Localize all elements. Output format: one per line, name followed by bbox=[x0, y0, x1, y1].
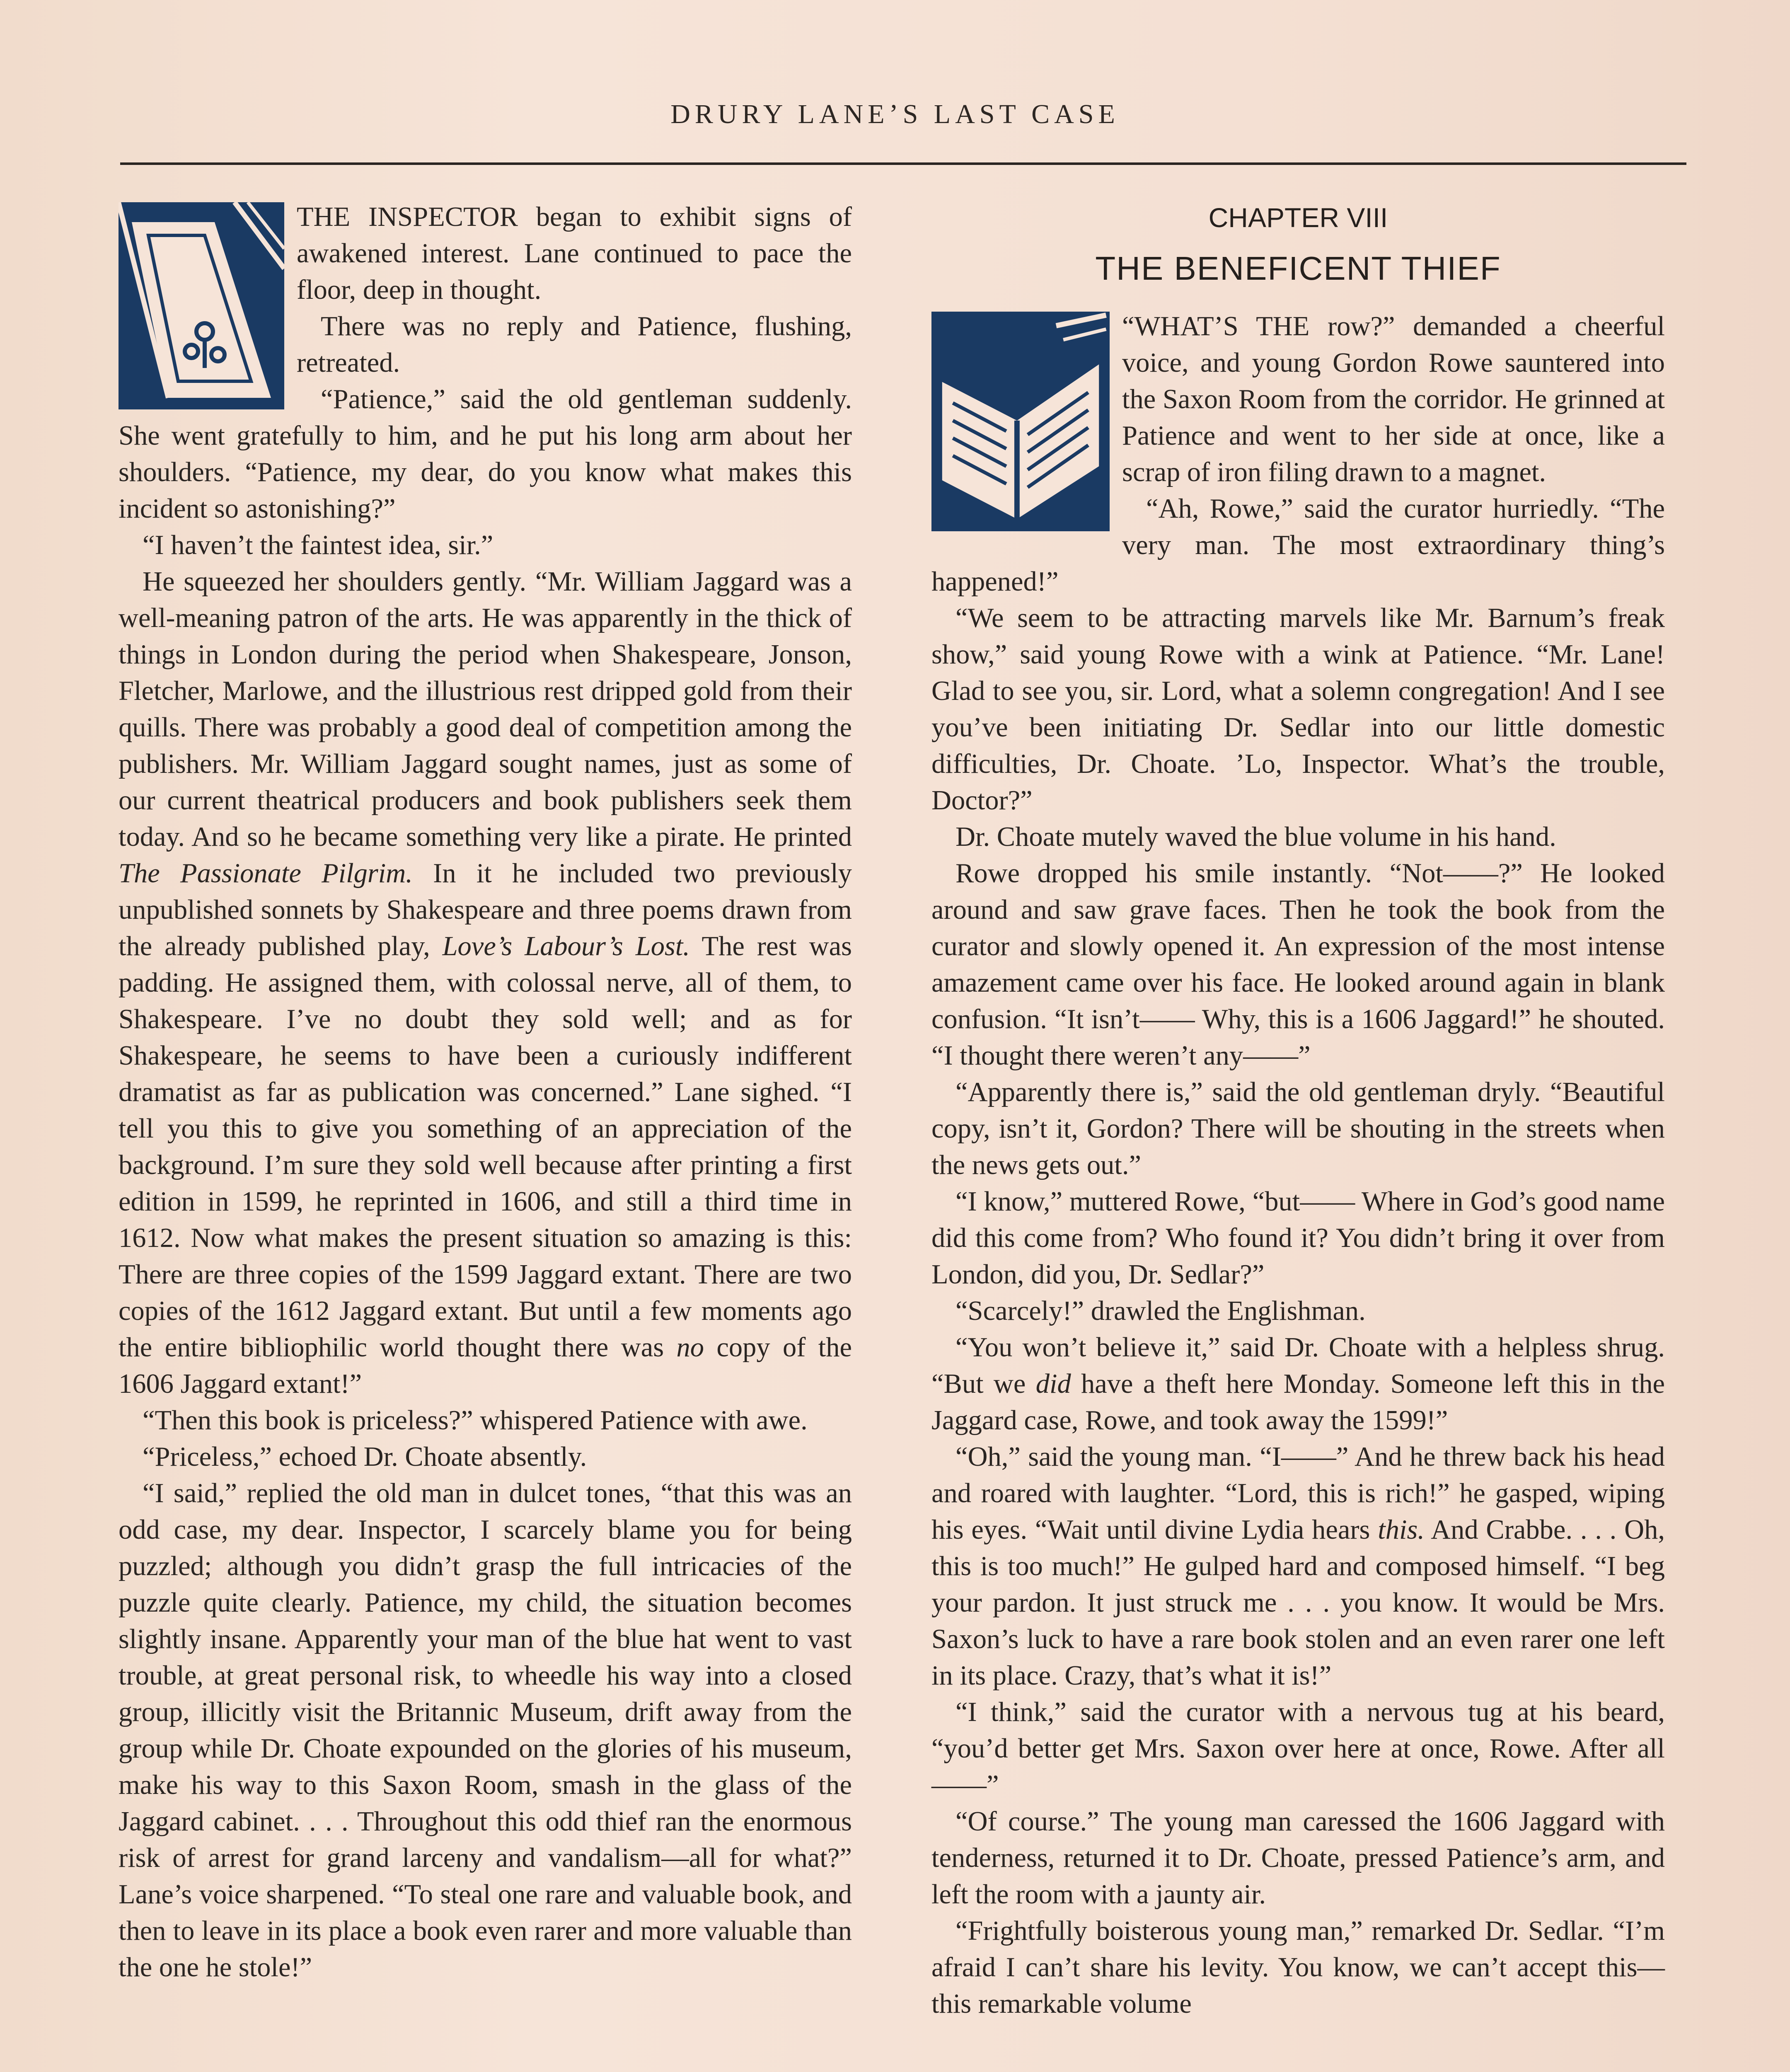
paragraph bbox=[931, 1329, 1665, 1439]
right-column bbox=[931, 199, 1665, 2022]
left-column bbox=[119, 199, 852, 1986]
paragraph bbox=[931, 1439, 1665, 1694]
decorated-book-corner-illustration bbox=[119, 202, 284, 409]
emphasis: no bbox=[676, 1332, 704, 1363]
text-span: In it he included two previously unpublished sonnets by Shakespeare and three poems drawn from the already published play, bbox=[119, 858, 852, 961]
chapter-title: THE BENEFICENT THIEF bbox=[1095, 250, 1501, 287]
paragraph: Rowe dropped his smile instantly. “Not——?” He looked around and saw grave faces. Then he took the book from the curator and slowly opened it. An expression of the most intense amazement came over his face. He looked around again in blank confusion. “It isn’t—— Why, this is a 1606 Jaggard!” he shouted. “I thought there weren’t any——” bbox=[931, 858, 1665, 1071]
paragraph: “Priceless,” echoed Dr. Choate absently. bbox=[143, 1442, 587, 1472]
paragraph: “Patience,” said the old gentleman suddenly. She went gratefully to him, and he put his long arm about her shoulders. “Patience, my dear, do you know what makes this incident so astonishing?” bbox=[119, 384, 852, 524]
text-span: copy of the 1606 Jaggard extant!” bbox=[119, 1332, 852, 1399]
text-span: have a theft here Monday. Someone left this in the Jaggard case, Rowe, and took away the 1599!” bbox=[931, 1369, 1665, 1435]
text-span: The rest was padding. He assigned them, with colossal nerve, all of them, to Shakespeare. I’ve no doubt they sold well; and as for Shakespeare, he seems to have been a curiously indifferent dramatist as far as publication was concerned.” Lane sighed. “I tell you this to give you something of an appreciation of the background. I’m sure they sold well because after printing a first edition in 1599, he reprinted in 1606, and still a third time in 1612. Now what makes the present situation so amazing is this: There are three copies of the 1599 Jaggard extant. There are two copies of the 1612 Jaggard extant. But until a few moments ago the entire bibliophilic world thought there was bbox=[119, 931, 852, 1363]
paragraph: “WHAT’S THE row?” demanded a cheerful voice, and young Gordon Rowe sauntered into the Saxon Room from the corridor. He grinned at Patience and went to her side at once, like a scrap of iron filing drawn to a magnet. bbox=[1122, 311, 1665, 487]
paragraph: “Frightfully boisterous young man,” remarked Dr. Sedlar. “I’m afraid I can’t share his levity. You know, we can’t accept this—this remarkable volume bbox=[931, 1916, 1665, 2019]
text-span: He squeezed her shoulders gently. “Mr. William Jaggard was a well-meaning patron of the arts. He was apparently in the thick of things in London during the period when Shakespeare, Jonson, Fletcher, Marlowe, and the illustrious rest dripped gold from their quills. There was probably a good deal of competition among the publishers. Mr. William Jaggard sought names, just as some of our current theatrical producers and book publishers seek them today. And so he became something very like a pirate. He printed bbox=[119, 566, 852, 852]
book-title: Love’s Labour’s Lost. bbox=[442, 931, 690, 961]
open-book-illustration bbox=[931, 312, 1110, 531]
text-span: “You won’t believe it,” said Dr. Choate with a helpless shrug. “But we bbox=[931, 1332, 1665, 1399]
paragraph: There was no reply and Patience, flushing, retreated. bbox=[297, 311, 852, 378]
chapter-label: CHAPTER VIII bbox=[1208, 202, 1388, 233]
header-rule bbox=[120, 162, 1686, 165]
paragraph: “I know,” muttered Rowe, “but—— Where in God’s good name did this come from? Who found it? You didn’t bring it over from London, did you, Dr. Sedlar?” bbox=[931, 1186, 1665, 1290]
paragraph: “I said,” replied the old man in dulcet tones, “that this was an odd case, my dear. Inspector, I scarcely blame you for being puzzled; although you didn’t grasp the full intricacies of the puzzle quite clearly. Patience, my child, the situation becomes slightly insane. Apparently your man of the blue hat went to vast trouble, at great personal risk, to wheedle his way into a closed group, illicitly visit the Britannic Museum, drift away from the group while Dr. Choate expounded on the glories of his museum, make his way to this Saxon Room, smash in the glass of the Jaggard cabinet. . . . Throughout this odd thief ran the enormous risk of arrest for grand larceny and vandalism—all for what?” Lane’s voice sharpened. “To steal one rare and valuable book, and then to leave in its place a book even rarer and more valuable than the one he stole!” bbox=[119, 1478, 852, 1982]
paragraph: “Apparently there is,” said the old gentleman dryly. “Beautiful copy, isn’t it, Gordon? There will be shouting in the streets when the news gets out.” bbox=[931, 1077, 1665, 1180]
emphasis: this. bbox=[1378, 1515, 1425, 1545]
paragraph: “Then this book is priceless?” whispered Patience with awe. bbox=[143, 1405, 808, 1435]
book-title: The Passionate Pilgrim. bbox=[119, 858, 413, 888]
paragraph: “Scarcely!” drawled the Englishman. bbox=[955, 1296, 1366, 1326]
paragraph: THE INSPECTOR began to exhibit signs of awakened interest. Lane continued to pace the floor, deep in thought. bbox=[297, 202, 852, 305]
emphasis: did bbox=[1035, 1369, 1071, 1399]
paragraph: “Of course.” The young man caressed the 1606 Jaggard with tenderness, returned it to Dr. Choate, pressed Patience’s arm, and left the room with a jaunty air. bbox=[931, 1806, 1665, 1910]
paragraph: “We seem to be attracting marvels like Mr. Barnum’s freak show,” said young Rowe with a wink at Patience. “Mr. Lane! Glad to see you, sir. Lord, what a solemn congregation! And I see you’ve been initiating Dr. Sedlar into our little domestic difficulties, Dr. Choate. ’Lo, Inspector. What’s the trouble, Doctor?” bbox=[931, 603, 1665, 816]
text-span: “Oh,” said the young man. “I——” And he threw back his head and roared with laughter. “Lord, this is rich!” he gasped, wiping his eyes. “Wait until divine Lydia hears bbox=[931, 1442, 1665, 1545]
paragraph: “I think,” said the curator with a nervous tug at his beard, “you’d better get Mrs. Saxon over here at once, Rowe. After all——” bbox=[931, 1697, 1665, 1800]
paragraph: “I haven’t the faintest idea, sir.” bbox=[143, 530, 493, 560]
paragraph bbox=[119, 564, 852, 1402]
running-head: DRURY LANE’S LAST CASE bbox=[670, 99, 1120, 129]
paragraph: Dr. Choate mutely waved the blue volume in his hand. bbox=[955, 822, 1556, 852]
paragraph: “Ah, Rowe,” said the curator hurriedly. “The very man. The most extraordinary thing’s happened!” bbox=[931, 494, 1665, 597]
text-span: And Crabbe. . . . Oh, this is too much!” He gulped hard and composed himself. “I beg your pardon. It just struck me . . . you know. It would be Mrs. Saxon’s luck to have a rare book stolen and an even rarer one left in its place. Crazy, that’s what it is!” bbox=[931, 1515, 1665, 1691]
